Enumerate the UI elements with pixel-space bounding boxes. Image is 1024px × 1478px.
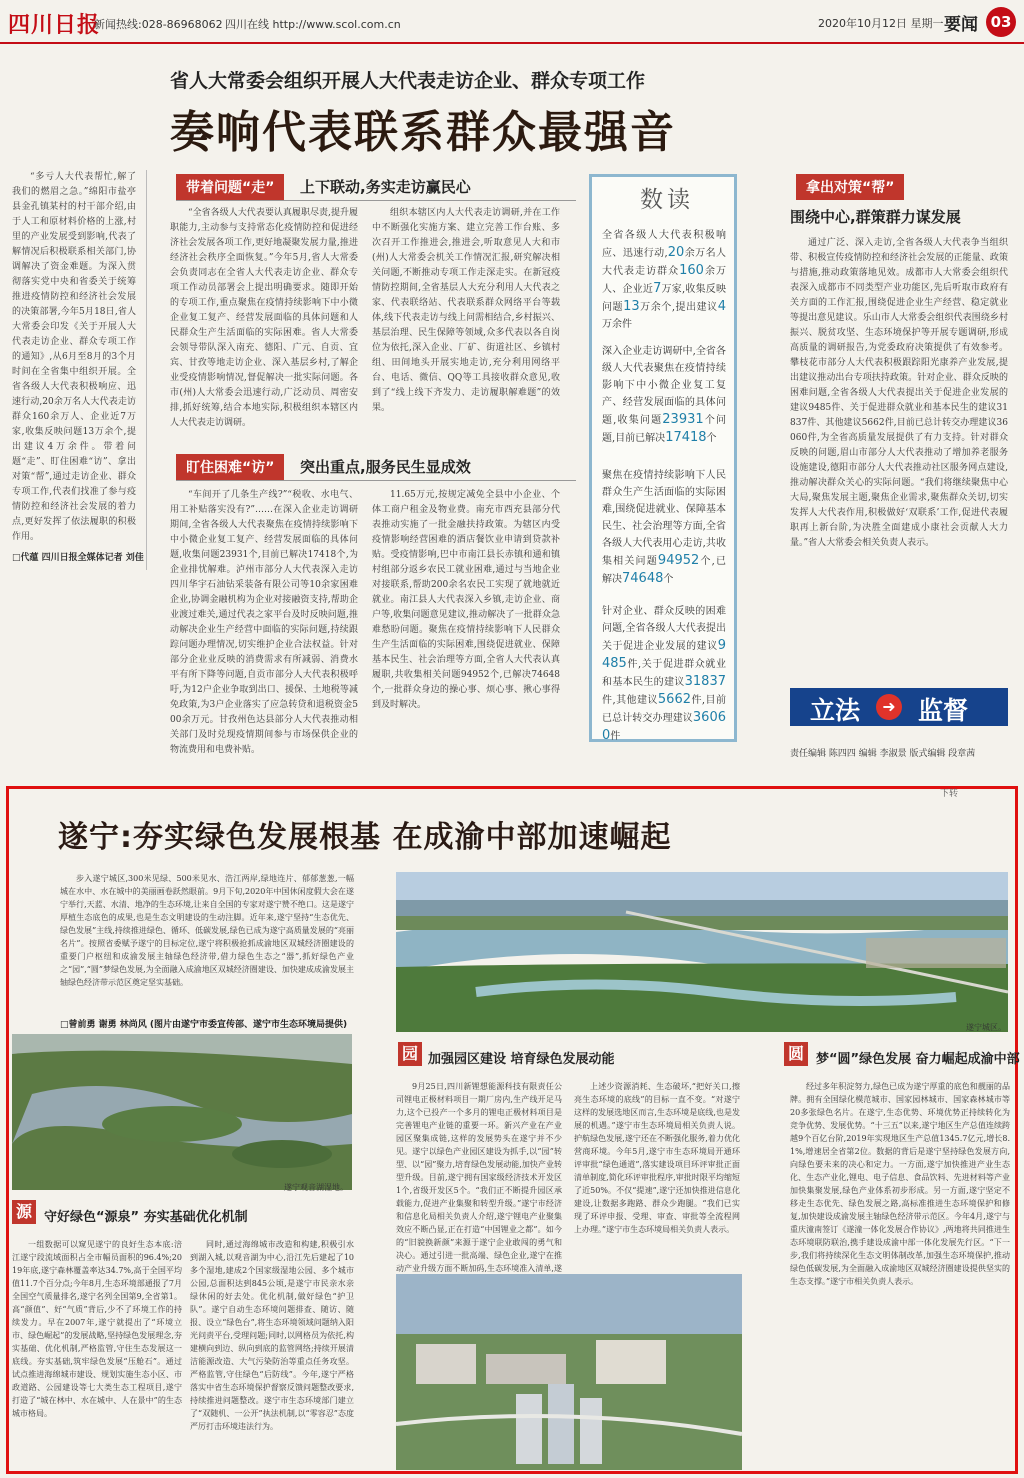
intro-column [12, 170, 136, 542]
data-text: 针对企业、群众反映的困难问题,全省各级人大代表提出关于促进企业发展的建议 [602, 606, 726, 652]
data-text: 万余个,提出建议 [639, 302, 718, 313]
section-c-column [790, 1080, 1010, 1468]
section3-column [790, 236, 1008, 680]
section-tag-visit: 盯住困难“访” [176, 454, 284, 480]
story-headline: 奏响代表联系群众最强音 [170, 107, 676, 158]
data-text: 件,目前已总计转交办理建议 [602, 695, 726, 724]
masthead [0, 0, 1024, 44]
story-kicker: 省人大常委会组织开展人大代表走访企业、群众专项工作 [170, 70, 646, 92]
data-number: 23931 [662, 412, 704, 427]
section1-text2: 组织本辖区内人大代表走访调研,并在工作中不断强化实施方案、建立完善工作台账、多次召开工作推进会,推进会,听取意见人大和市(州)人大常委会机关工作情况汇报,研究解决相关问题,不断推动专项工作走深走实。在新冠疫情防控期间,全省基层人大充分利用人大代表之家、代表联络站、代表联系群众网络平台等载体,线下代表走访与线上问需相结合,乡村振兴、基层治理、民生保障等领域,众多代表以各自岗位为依托,深入企业、厂矿、街道社区、乡镇村组、田间地头开展实地走访,充分利用网络平台、电话、微信、QQ等工具接收群众意见,收到了“线上线下齐发力、走访履职解难题”的效果。 [372, 208, 560, 413]
section1-column1 [170, 206, 358, 432]
section-tag-help: 拿出对策“帮” [796, 174, 904, 200]
page-number-badge: 03 [986, 7, 1016, 37]
data-text: 件,其他建议 [602, 695, 658, 706]
section-rule [176, 200, 576, 201]
data-number: 9485 [602, 638, 726, 671]
section2-text2: 11.65万元,按规定减免全县中小企业、个体工商户租金及物业费。南充市西充县部分代表推动实施了一批金融扶持政策。为辖区内受疫情影响经营困难的酒店餐饮业申请到贷款补贴。受疫情影响,巴中市南江县长赤镇和通和镇村组部分返乡农民工就业困难,通过与当地企业对接联系,帮助200余名农民工实现了就地就近就业。南江县人大代表深入乡镇,走访企业、商户等,收集问题意见建议,推动解决了一批群众急难愁盼问题。聚焦在疫情持续影响下人民群众生产生活面临的实际困难,围绕促进就业、保障基本民生、社会治理等方面,全省人大代表认真履职,共收集相关问题94952个,已解决74648个,一批群众身边的操心事、烦心事、揪心事得到及时解决。 [372, 490, 560, 710]
section-b-text2: 上述少资源消耗、生态破坏,“把好关口,擦亮生态环境的底线”的目标一直不变。“对遂宁这样的发展选地区而言,生态环境是底线,也是发展的机遇。”遂宁市生态环境局相关负责人说。护航绿色发展,遂宁还在不断强化服务,着力优化营商环境。今年5月,遂宁市生态环境局开通环评审批“绿色通道”,落实建设项目环评审批正面清单制度,简化环评审批程序,审批时限平均缩短了近50%。不仅“提速”,遂宁还加快推进信息化建设,让数据多跑路、群众少跑腿。“我们已实现了环评申报、受理、审查、审批等全流程网上办理。”遂宁市生态环境局相关负责人表示。 [574, 1082, 740, 1234]
banner-left-text: 立法 [810, 696, 861, 725]
section-a-column1 [12, 1238, 182, 1468]
column-divider [146, 170, 147, 570]
data-number: 74648 [622, 571, 664, 586]
website-link[interactable]: 四川在线 http://www.scol.com.cn [225, 18, 401, 31]
issue-date: 2020年10月12日 星期一 [818, 17, 944, 30]
byline: □代蕴 四川日报全媒体记者 刘佳 [12, 553, 144, 563]
data-text: 聚焦在疫情持续影响下人民群众生产生活面临的实际困难,围绕促进就业、保障基本民生、社会治理等方面,全省各级人大代表用心走访,共收集相关问题 [602, 470, 726, 567]
data-block-3 [602, 467, 726, 588]
bottom-headline: 遂宁:夯实绿色发展根基 在成渝中部加速崛起 [58, 820, 672, 855]
data-text: 件,关于促进群众就业和基本民生的建议 [602, 659, 726, 688]
data-number: 94952 [657, 553, 700, 568]
data-text: 个 [663, 574, 674, 585]
park-icon: 园 [398, 1042, 422, 1066]
photo1-caption: 遂宁城区。 [966, 1023, 1006, 1032]
bottom-lede [60, 872, 354, 1010]
section-a-text2: 同时,通过海绵城市改造和构建,积极引水到湖入城,以观音湖为中心,沿江先后建起了10多个湿地,建成2个国家级湿地公园、多个城市公园,总面积达到845公顷,是遂宁市民亲水亲绿休闲的好去处。优化机制,做好绿色“护卫队”。遂宁自动生态环境问题排查、随访、随报、设立“绿色台”,将生态环境领域问题纳入阳光问责平台,受理问题;同时,以网格员为依托,构建横向到边、纵向到底的监管网络;持续开展清洁能源改造、大气污染防治等重点任务攻坚。严格监管,守住绿色“后防线”。今年,遂宁严格落实中省生态环境保护督察反馈问题整改要求,持续推进问题整改。遂宁市生态环境部门建立了“双随机、一公开”执法机制,以“零容忍”态度严厉打击环境违法行为。 [190, 1240, 354, 1431]
data-number: 160 [679, 263, 704, 278]
section-a-column2 [190, 1238, 354, 1468]
banner-right-text: 监督 [918, 696, 969, 725]
section-b-column2 [574, 1080, 740, 1266]
editor-credits: 责任编辑 陈四四 编辑 李淑景 版式编辑 段章茜 [790, 749, 976, 759]
data-block-4 [602, 603, 726, 745]
section-subtitle-walk: 上下联动,务实走访赢民心 [300, 178, 471, 196]
data-number: 20 [667, 245, 685, 260]
wetland-photo [12, 1034, 352, 1190]
section-b-title: 加强园区建设 培育绿色发展动能 [428, 1052, 615, 1067]
data-text: 余万人、企业近 [602, 266, 727, 295]
arrow-icon: ➜ [876, 694, 902, 720]
data-text: 个问题,目前已解决 [602, 415, 727, 444]
section1-column2 [372, 206, 560, 432]
section-a-text1: 一组数据可以窥见遂宁的良好生态本底:涪江遂宁段流域面积占全市幅员面积的96.4%;2019年底,遂宁森林覆盖率达34.7%,高于全国平均值11.7个百分点;今年8月,生态环境部通报了7月全国空气质量排名,遂宁名列全国第9,全省第1。高“颜值”、好“气质”背后,少不了环境工作的持续发力。早在2007年,遂宁就提出了“环境立市、绿色崛起”的发展战略,坚持绿色发展理念,夯实基础、优化机制,严格监管,守住生态发展这一底线。夯实基础,筑牢绿色发展“压舱石”。通过试点推进海绵城市建设、规划实施生态小区、市政道路、公园建设等七大类生态工程项目,遂宁打造了“城在林中、水在城中、人在景中”的生态城市格局。 [12, 1240, 182, 1418]
newspaper-logo: 四川日报 [8, 12, 101, 38]
data-text: 万家,收集反映问题 [602, 284, 726, 313]
legislation-supervision-banner [790, 688, 1008, 726]
bottom-lede-text: 步入遂宁城区,300米见绿、500米见水、浩江两岸,绿地连片、郁郁葱葱,一幅城在水中、水在城中的美丽画卷跃然眼前。9月下旬,2020年中国休闲度假大会在遂宁举行,天蓝、水清、地净的生态环境,让来自全国的专家对遂宁赞不绝口。这是遂宁厚植生态底色的成果,也是生态文明建设的生动注脚。近年来,遂宁坚持“生态优先、绿色发展”主线,持续推进绿色、循环、低碳发展,绿色已成为遂宁高质量发展的“亮丽名片”。按照省委赋予遂宁的目标定位,遂宁将积极抢抓成渝地区双城经济圈建设的重要门户枢纽和成渝发展主轴绿色经济带,借力绿色生态之“器”,抓好绿色产业之“园”,“圆”梦绿色发展,为全面融入成渝地区双城经济圈建设、加快建成成渝发展主轴绿色经济带示范区奠定坚实基础。 [60, 874, 354, 987]
continued-mark: 下转 [940, 789, 959, 799]
data-text: 深入企业走访调研中,全省各级人大代表聚焦在疫情持续影响下中小微企业复工复产、经营发展面临的具体问题,收集问题 [602, 346, 726, 426]
circle-icon: 圆 [784, 1042, 808, 1066]
section2-column1 [170, 488, 358, 756]
data-number: 31837 [684, 674, 726, 689]
data-number: 13 [623, 299, 640, 314]
city-aerial-illustration [396, 872, 1008, 1032]
section-a-title: 守好绿色“源泉” 夯实基础优化机制 [44, 1210, 248, 1225]
photo2-caption: 遂宁观音湖湿地。 [284, 1183, 348, 1192]
section-c-text: 经过多年积淀努力,绿色已成为遂宁厚重的底色和靓丽的品牌。拥有全国绿化模范城市、国家园林城市、国家森林城市等20多张绿色名片。在遂宁,生态优势、环境优势正持续转化为竞争优势、发展优势。“十三五”以来,遂宁地区生产总值连续跨越9个百亿台阶,2019年实现地区生产总值1345.7亿元,增长8.1%,增速居全省第2位。数据的背后是遂宁坚持绿色发展方向,向绿色要未来的决心和定力。一方面,遂宁加快推进产业生态化、生态产业化,锂电、电子信息、食品饮料、先进材料等产业加快集聚发展,绿色产业体系初步形成。另一方面,遂宁坚定不移走生态优先、绿色发展之路,高标准推进生态环境保护和修复,加快建设成渝发展主轴绿色经济带示范区。今年4月,遂宁与重庆潼南签订《遂潼一体化发展合作协议》,两地将共同推进生态环境联防联治,携手建设成渝中部一体化发展先行区。“下一步,我们将持续深化生态文明体制改革,加强生态环境保护,推动绿色低碳发展,为全面融入成渝地区双城经济圈建设提供坚实的生态支撑。”遂宁市相关负责人表示。 [790, 1082, 1010, 1286]
data-text: 件 [610, 731, 621, 742]
data-number: 17418 [665, 430, 707, 445]
section-name: 要闻 [944, 15, 978, 35]
city-aerial-photo [396, 872, 1008, 1032]
data-block-2 [602, 343, 726, 447]
data-block-1 [602, 227, 726, 333]
section-b-column1 [396, 1080, 562, 1273]
section-subtitle-visit: 突出重点,服务民生显成效 [300, 458, 471, 476]
intro-text: “多亏人大代表帮忙,解了我们的燃眉之急。”绵阳市盐亭县金孔镇某村的村干部介绍,由于人工和原材料价格的上涨,村里的产业发展受到影响,代表了解情况后积极联系相关部门,协调解决了资金难题。为深入贯彻落实党中央和省委关于统筹推进疫情防控和经济社会发展的决策部署,今年5月18日,省人大常委会印发《关于开展人大代表走访企业、群众专项工作的通知》,从6月至8月的3个月时间在全省集中组织开展。全省各级人大代表积极响应、迅速行动,20余万名人大代表走访群众160余万人、企业近7万家,收集反映问题13万余个,提出建议4万余件。带着问题“走”、盯住困难“访”、拿出对策“帮”,通过走访企业、群众专项工作,代表们找准了参与疫情防控和经济社会发展的着力点,更好发挥了依法履职的积极作用。 [12, 172, 136, 542]
data-box-title: 数读 [640, 187, 694, 213]
data-text: 余万名人大代表走访群众 [602, 248, 727, 277]
photo-credit: □曾前勇 谢勇 林尚风 (图片由遂宁市委宣传部、遂宁市生态环境局提供) [60, 1020, 348, 1030]
data-text: 个,已解决 [602, 556, 727, 585]
data-text: 万余件 [602, 319, 632, 330]
section-rule [176, 480, 576, 481]
industrial-park-illustration [396, 1274, 742, 1470]
industrial-park-photo [396, 1274, 742, 1470]
data-number: 5662 [657, 692, 691, 707]
section-subtitle-help: 围绕中心,群策群力谋发展 [790, 208, 961, 226]
section2-column2 [372, 488, 560, 756]
source-icon: 源 [12, 1200, 36, 1224]
section-b-text1: 9月25日,四川新锂想能源科技有限责任公司锂电正极材料项目一期厂房内,生产线开足马力,这个已投产一个多月的锂电正极材料项目是完善锂电产业链的重要一环。新兴产业在产业园区聚集成链,这样的发展势头在遂宁并不少见。遂宁以绿色产业园区建设为抓手,以“园”转型、以“园”聚力,培育绿色发展动能,加快产业转型升级。目前,遂宁拥有国家级经济技术开发区1个,省级开发区5个。“我们正不断提升园区承载能力,促进产业集聚和转型升级。”遂宁市经济和信息化局相关负责人介绍,遂宁锂电产业聚集效应不断凸显,正在打造“中国锂业之都”。如今的“旧貌换新颜”来源于遂宁企业敢闯的勇气和决心。通过引进一批高端、绿色企业,遂宁在推动产业升级方面不断加码,生态环境准入清单,遂 [396, 1082, 562, 1273]
wetland-illustration [12, 1034, 352, 1190]
data-text: 全省各级人大代表积极响应、迅速行动, [602, 230, 726, 259]
data-number: 36060 [602, 710, 726, 743]
section3-text: 通过广泛、深入走访,全省各级人大代表争当组织带、积极宣传疫情防控和经济社会发展的正能量、政策与措施,推动政策落地见效。成都市人大常委会组织代表深入成都市不同类型产业功能区,先后听取市政府有关方面的工作汇报,围绕促进企业生产经营、稳定就业等提出意见建议。乐山市人大常委会组织代表围绕乡村振兴、脱贫攻坚、生态环境保护等开展专题调研,形成高质量的调研报告,为党委政府决策提供了有效参考。攀枝花市部分人大代表积极跟踪阳光康养产业发展,提出建议推动出台专项扶持政策。针对企业、群众反映的困难问题,全省各级人大代表提出关于促进企业发展的建议9485件、关于促进群众就业和基本民生的建议31837件、其他建议5662件,目前已总计转交办理建议36060件,为全省高质量发展提供了有力支持。针对群众反映的问题,眉山市部分人大代表推动了增加养老服务设施建设,德阳市部分人大代表推动社区服务网点建设,推动解决群众关心的实际问题。“我们将继续聚焦中心大局,聚焦发展主题,聚焦企业需求,聚焦群众关切,切实发挥人大代表作用,积极做好‘双联系’工作,促进代表履职再上新台阶,为决胜全面建成小康社会贡献人大力量。”省人大常委会相关负责人表示。 [790, 238, 1008, 548]
section2-text1: “车间开了几条生产线?”“税收、水电气、用工补贴落实没有?”……在深入企业走访调研期间,全省各级人大代表聚焦在疫情持续影响下中小微企业复工复产、经营发展面临的具体问题,收集问题23931个,目前已解决17418个,为企业排忧解难。泸州市部分人大代表深入走访四川华宇石油钻采装备有限公司等10余家困难企业,协调金融机构为企业对接融资支持,帮助企业渡过难关,通过代表之家平台及时反映问题,推动解决企业生产经营中面临的实际问题,持续跟踪问题办理情况,切实维护企业合法权益。针对部分企业业反映的消费需求有所减弱、消费水平有所下降等问题,自贡市部分人大代表积极呼吁,为12户企业争取到出口、援保、土地税等减免政策,为3户企业落实了应急转贷和退税资金500余万元。甘孜州色达县部分人大代表推动相关部门及时兑现疫情期间参与市场保供企业的物流费用和电费补贴。 [170, 490, 358, 755]
news-hotline: 新闻热线:028-86968062 [94, 18, 223, 31]
data-box [589, 174, 737, 742]
data-number: 4 [717, 299, 726, 314]
section1-text1: “全省各级人大代表要认真履职尽责,提升履职能力,主动参与支持常态化疫情防控和促进经济社会发展各项工作,更好地凝聚发展力量,推进经济社会秩序全面恢复。”今年5月,省人大常委会负责同志在全省人大代表走访企业、群众专项工作动员部署会上提出明确要求。随即开始的专项工作,重点聚焦在疫情持续影响下中小微企业复工复产、经营发展面临的具体问题和人民群众生产生活面临的实际困难。省人大常委会领导带队深入南充、德阳、广元、自贡、宜宾、甘孜等地走访企业、深入基层乡村,了解企业受疫情影响情况,督促解决一批实际问题。各市(州)人大常委会迅速行动,广泛动员、周密安排,抓好统筹,结合本地实际,积极组织本辖区内人大代表走访调研。 [170, 208, 358, 428]
section-tag-walk: 带着问题“走” [176, 174, 284, 200]
section-c-title: 梦“圆”绿色发展 奋力崛起成渝中部 [816, 1052, 1020, 1067]
data-text: 个 [706, 433, 717, 444]
data-number: 7 [653, 281, 662, 296]
